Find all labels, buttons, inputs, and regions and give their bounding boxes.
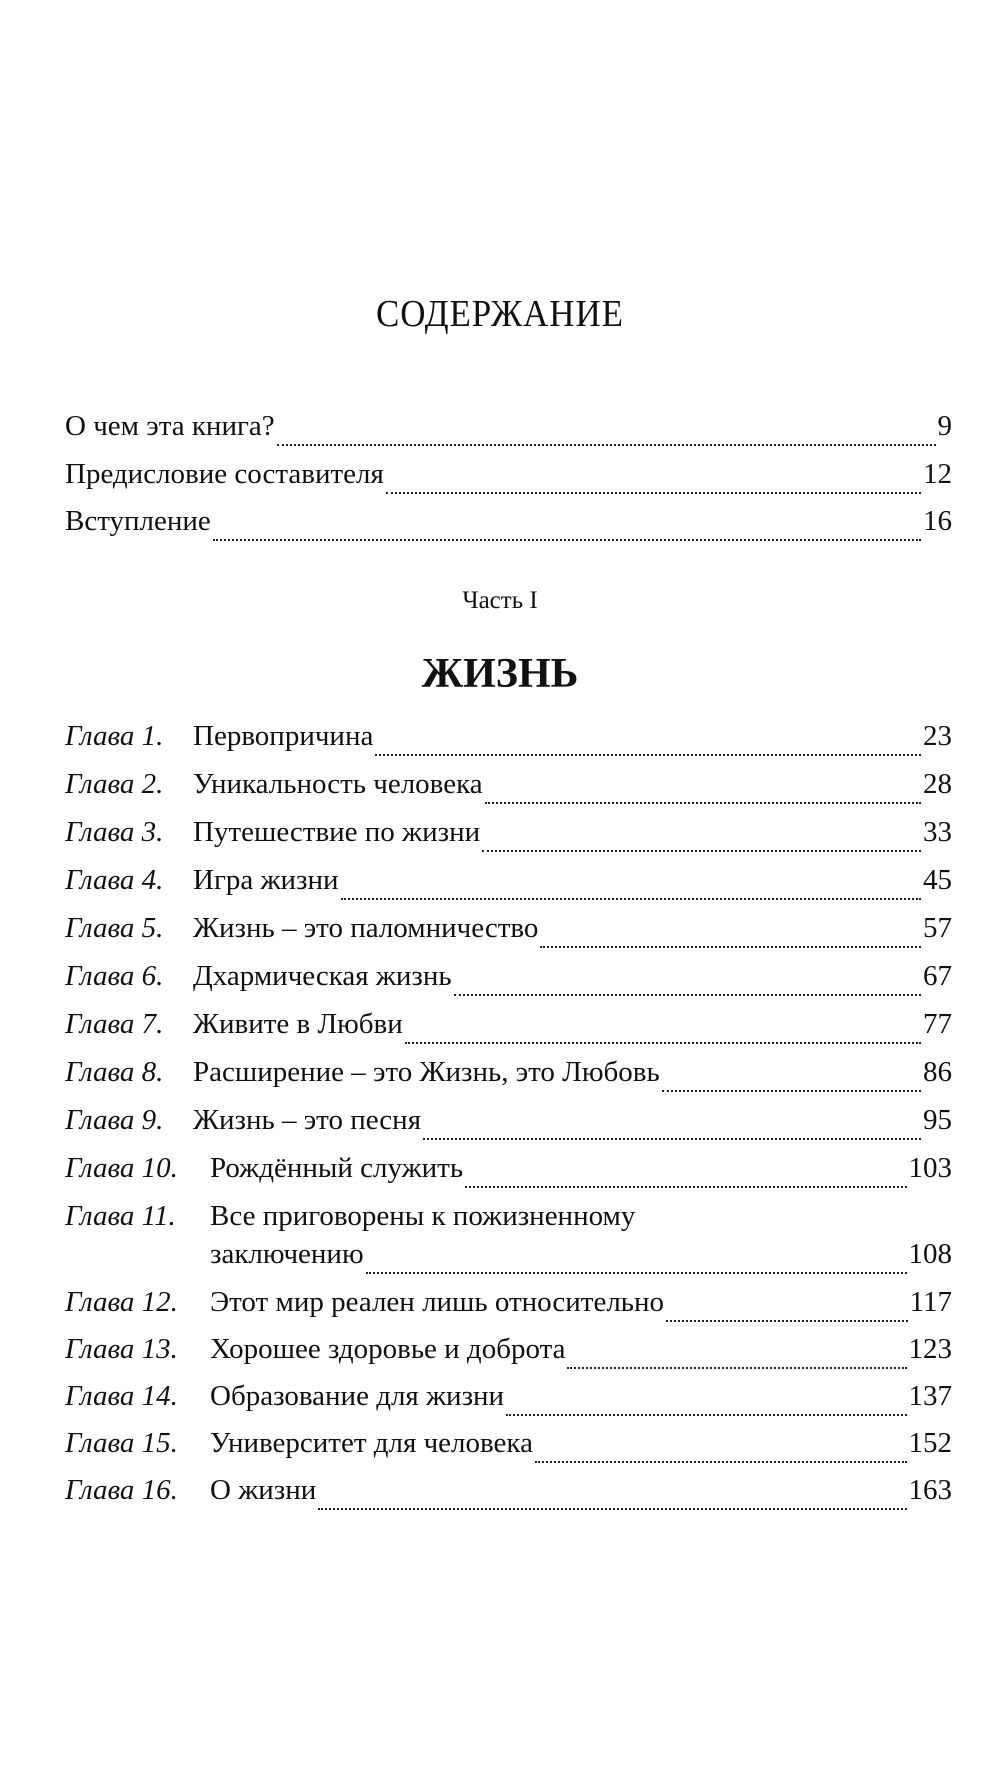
chapter-entry[interactable] bbox=[65, 1056, 952, 1100]
dot-leader bbox=[666, 1320, 908, 1322]
chapter-label: Глава 5. bbox=[65, 912, 164, 944]
chapter-label: Глава 2. bbox=[65, 768, 164, 800]
chapter-page: 163 bbox=[908, 1474, 952, 1506]
part-label: Часть I bbox=[462, 587, 538, 614]
part-title: ЖИЗНЬ bbox=[421, 651, 579, 697]
chapter-label: Глава 4. bbox=[65, 864, 164, 896]
dot-leader bbox=[341, 898, 921, 900]
dot-leader bbox=[366, 1272, 907, 1274]
chapter-title: Первопричина bbox=[193, 720, 374, 752]
chapter-title: Путешествие по жизни bbox=[193, 816, 481, 848]
chapter-title-line2: заключению bbox=[210, 1238, 364, 1270]
dot-leader bbox=[454, 994, 921, 996]
chapter-entry[interactable] bbox=[65, 1104, 952, 1148]
chapter-entry-continuation[interactable] bbox=[65, 1238, 952, 1282]
chapter-page: 108 bbox=[908, 1238, 952, 1270]
chapter-title: Рождённый служить bbox=[210, 1152, 464, 1184]
chapter-entry[interactable] bbox=[65, 816, 952, 860]
chapter-title: Дхармическая жизнь bbox=[193, 960, 452, 992]
chapter-page: 152 bbox=[908, 1427, 952, 1459]
dot-leader bbox=[567, 1367, 906, 1369]
dot-leader bbox=[213, 539, 921, 541]
chapter-page: 33 bbox=[923, 816, 952, 848]
chapter-label: Глава 12. bbox=[65, 1286, 178, 1318]
dot-leader bbox=[540, 946, 921, 948]
dot-leader bbox=[482, 850, 921, 852]
chapter-title: Расширение – это Жизнь, это Любовь bbox=[193, 1056, 660, 1088]
chapter-label: Глава 10. bbox=[65, 1152, 178, 1184]
chapter-page: 95 bbox=[923, 1104, 952, 1136]
chapter-entry[interactable] bbox=[65, 1380, 952, 1424]
chapter-label: Глава 7. bbox=[65, 1008, 164, 1040]
dot-leader bbox=[277, 444, 936, 446]
chapter-page: 77 bbox=[923, 1008, 952, 1040]
chapter-entry[interactable] bbox=[65, 720, 952, 764]
chapter-title: Жизнь – это песня bbox=[193, 1104, 422, 1136]
chapter-label: Глава 14. bbox=[65, 1380, 178, 1412]
toc-entry[interactable] bbox=[65, 505, 952, 549]
chapter-entry[interactable] bbox=[65, 960, 952, 1004]
chapter-label: Глава 3. bbox=[65, 816, 164, 848]
chapter-entry[interactable] bbox=[65, 1333, 952, 1377]
dot-leader bbox=[662, 1090, 921, 1092]
entry-title: Предисловие составителя bbox=[65, 458, 384, 490]
chapter-page: 86 bbox=[923, 1056, 952, 1088]
chapter-entry[interactable] bbox=[65, 768, 952, 812]
chapter-label: Глава 1. bbox=[65, 720, 164, 752]
chapter-entry[interactable] bbox=[65, 1427, 952, 1471]
chapter-page: 103 bbox=[908, 1152, 952, 1184]
chapter-title: Живите в Любви bbox=[193, 1008, 403, 1040]
chapter-label: Глава 16. bbox=[65, 1474, 178, 1506]
chapter-label: Глава 11. bbox=[65, 1200, 176, 1232]
chapter-page: 117 bbox=[909, 1286, 952, 1318]
entry-page: 16 bbox=[923, 505, 952, 537]
page-title: СОДЕРЖАНИЕ bbox=[376, 293, 624, 335]
chapter-label: Глава 8. bbox=[65, 1056, 164, 1088]
chapter-entry[interactable] bbox=[65, 1008, 952, 1052]
chapter-title: Университет для человека bbox=[210, 1427, 533, 1459]
chapter-label: Глава 15. bbox=[65, 1427, 178, 1459]
chapter-page: 45 bbox=[923, 864, 952, 896]
toc-entry[interactable] bbox=[65, 410, 952, 454]
dot-leader bbox=[423, 1138, 921, 1140]
chapter-entry[interactable] bbox=[65, 1474, 952, 1518]
chapter-page: 137 bbox=[908, 1380, 952, 1412]
entry-page: 12 bbox=[923, 458, 952, 490]
chapter-title: Этот мир реален лишь относительно bbox=[210, 1286, 665, 1318]
chapter-page: 57 bbox=[923, 912, 952, 944]
dot-leader bbox=[485, 802, 921, 804]
dot-leader bbox=[386, 492, 921, 494]
chapter-title: Игра жизни bbox=[193, 864, 339, 896]
dot-leader bbox=[375, 754, 921, 756]
chapter-page: 28 bbox=[923, 768, 952, 800]
chapter-title: Жизнь – это паломничество bbox=[193, 912, 539, 944]
dot-leader bbox=[535, 1461, 907, 1463]
chapter-title: О жизни bbox=[210, 1474, 317, 1506]
chapter-page: 123 bbox=[908, 1333, 952, 1365]
chapter-entry[interactable] bbox=[65, 1152, 952, 1196]
chapter-entry[interactable] bbox=[65, 864, 952, 908]
dot-leader bbox=[318, 1508, 906, 1510]
chapter-entry[interactable] bbox=[65, 1286, 952, 1330]
chapter-page: 67 bbox=[923, 960, 952, 992]
entry-title: О чем эта книга? bbox=[65, 410, 275, 442]
toc-entry[interactable] bbox=[65, 458, 952, 502]
chapter-page: 23 bbox=[923, 720, 952, 752]
chapter-label: Глава 13. bbox=[65, 1333, 178, 1365]
chapter-label: Глава 6. bbox=[65, 960, 164, 992]
chapter-label: Глава 9. bbox=[65, 1104, 164, 1136]
dot-leader bbox=[405, 1042, 921, 1044]
entry-page: 9 bbox=[937, 410, 952, 442]
chapter-title: Образование для жизни bbox=[210, 1380, 505, 1412]
chapter-title: Уникальность человека bbox=[193, 768, 483, 800]
chapter-title: Хорошее здоровье и доброта bbox=[210, 1333, 566, 1365]
dot-leader bbox=[465, 1186, 906, 1188]
chapter-entry[interactable] bbox=[65, 912, 952, 956]
entry-title: Вступление bbox=[65, 505, 211, 537]
dot-leader bbox=[506, 1414, 906, 1416]
chapter-title: Все приговорены к пожизненному bbox=[210, 1200, 636, 1232]
